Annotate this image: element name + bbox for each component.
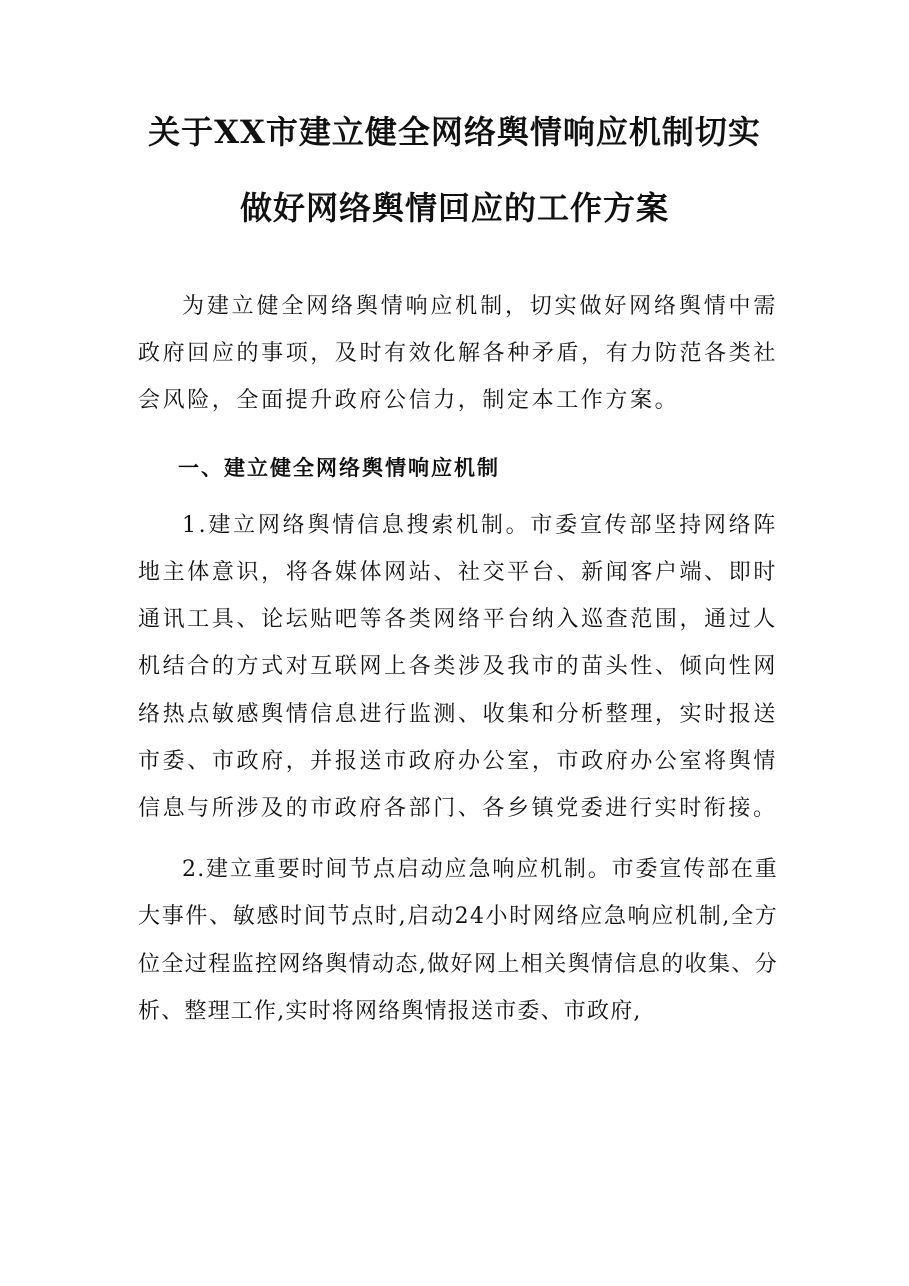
document-body — [138, 283, 778, 1035]
item-1-paragraph: 1.建立网络舆情信息搜索机制。市委宣传部坚持网络阵地主体意识，将各媒体网站、社交平台、新闻客户端、即时通讯工具、论坛贴吧等各类网络平台纳入巡查范围，通过人机结合的方式对互联网上各类涉及我市的苗头性、倾向性网络热点敏感舆情信息进行监测、收集和分析整理，实时报送市委、市政府，并报送市政府办公室，市政府办公室将舆情信息与所涉及的市政府各部门、各乡镇党委进行实时衔接。 — [138, 512, 778, 822]
title-line-2: 做好网络舆情回应的工作方案 — [239, 189, 669, 227]
item-2-paragraph: 2.建立重要时间节点启动应急响应机制。市委宣传部在重大事件、敏感时间节点时,启动24小时网络应急响应机制,全方位全过程监控网络舆情动态,做好网上相关舆情信息的收集、分析、整理工作,实时将网络舆情报送市委、市政府, — [138, 857, 778, 1024]
section-heading-1: 一、建立健全网络舆情响应机制 — [178, 455, 500, 480]
document-title — [0, 112, 909, 228]
intro-paragraph: 为建立健全网络舆情响应机制，切实做好网络舆情中需政府回应的事项，及时有效化解各种矛盾，有力防范各类社会风险，全面提升政府公信力，制定本工作方案。 — [138, 294, 778, 414]
title-line-1: 关于XX市建立健全网络舆情响应机制切实 — [148, 113, 761, 151]
